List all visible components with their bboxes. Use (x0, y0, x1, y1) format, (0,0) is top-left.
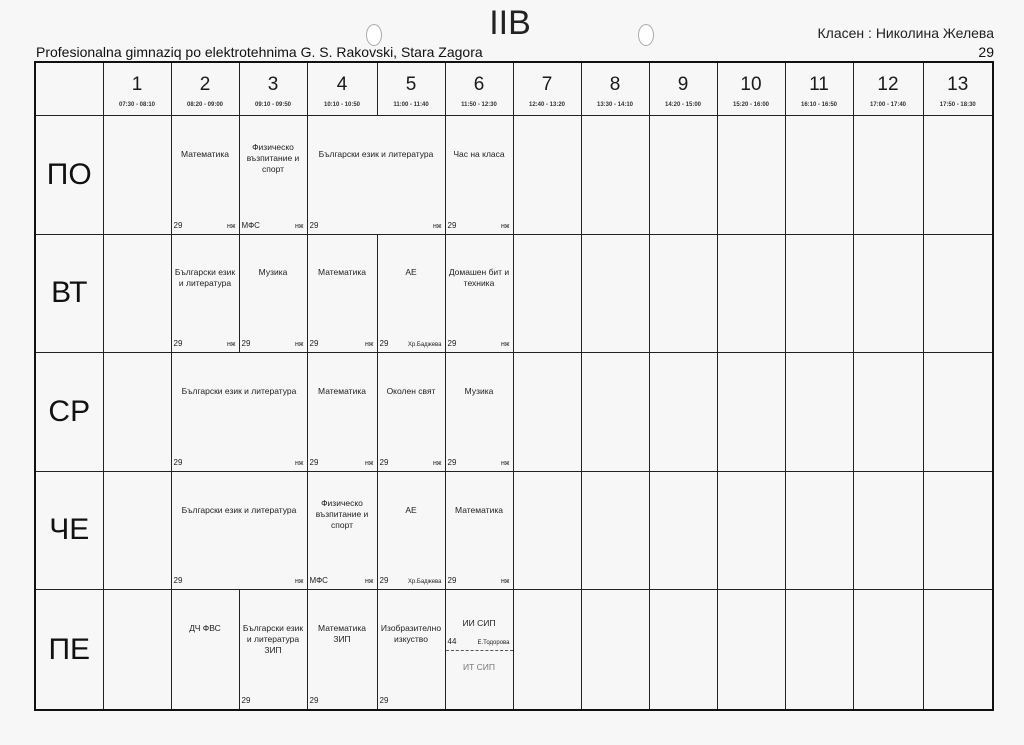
empty-slot (785, 471, 853, 590)
lesson-subject: Български език и литература (318, 148, 434, 159)
period-header (785, 62, 853, 116)
day-row (35, 590, 993, 710)
empty-slot (923, 353, 993, 472)
lesson-cell (445, 471, 513, 590)
empty-slot (513, 353, 581, 472)
class-teacher: Класен : Николина Желева (817, 25, 994, 41)
period-number: 6 (473, 74, 485, 95)
period-time: 12:40 - 13:20 (528, 102, 566, 108)
period-time: 17:50 - 18:30 (939, 102, 976, 108)
lesson-cell (377, 353, 445, 472)
empty-slot (103, 590, 171, 710)
period-header (103, 62, 171, 116)
empty-slot (923, 590, 993, 710)
lesson-room: 29 (447, 339, 457, 349)
period-number: 12 (877, 74, 899, 95)
lesson-group-a (446, 590, 513, 650)
period-number: 3 (267, 74, 279, 95)
lesson-tag: нж (500, 341, 510, 349)
period-header (717, 62, 785, 116)
lesson-cell (171, 116, 239, 235)
empty-slot (923, 471, 993, 590)
empty-slot (103, 353, 171, 472)
empty-slot (581, 471, 649, 590)
period-time: 14:20 - 15:00 (664, 102, 702, 108)
period-number: 2 (199, 74, 211, 95)
lesson-tag: нж (294, 222, 304, 230)
lesson-tag: нж (500, 578, 510, 586)
period-time: 16:10 - 16:50 (800, 102, 838, 108)
empty-slot (649, 353, 717, 472)
empty-slot (513, 471, 581, 590)
period-header (239, 62, 307, 116)
lesson-cell (171, 234, 239, 353)
empty-slot (717, 471, 785, 590)
lesson-room: 29 (173, 339, 183, 349)
lesson-room: 29 (379, 339, 389, 349)
empty-slot (513, 590, 581, 710)
lesson-tag: нж (294, 341, 304, 349)
schedule-table (34, 61, 994, 711)
lesson-subject: ДЧ ФВС (189, 623, 221, 634)
lesson-cell (445, 590, 513, 710)
period-number: 7 (541, 74, 553, 95)
empty-slot (853, 234, 923, 353)
day-label: ВТ (35, 234, 103, 353)
lesson-subject: Математика ЗИП (318, 623, 366, 645)
period-number: 11 (809, 74, 829, 95)
lesson-cell (377, 590, 445, 710)
period-header (445, 62, 513, 116)
lesson-cell (307, 234, 377, 353)
lesson-room: 29 (379, 457, 389, 467)
lesson-subject: Български език и литература (181, 504, 297, 515)
lesson-cell (307, 353, 377, 472)
punch-hole (366, 24, 382, 46)
lesson-room: 29 (309, 339, 319, 349)
lesson-cell (445, 116, 513, 235)
lesson-tag: нж (364, 459, 374, 467)
lesson-cell (307, 590, 377, 710)
lesson-teacher: Хр.Баджева (407, 579, 442, 586)
empty-slot (581, 234, 649, 353)
lesson-subject: Музика (258, 267, 288, 278)
lesson-subject: АЕ (405, 267, 417, 278)
empty-slot (103, 234, 171, 353)
lesson-subject: Български език и литература (181, 386, 297, 396)
empty-slot (581, 353, 649, 472)
period-number: 8 (609, 74, 621, 95)
period-time: 09:10 - 09:50 (254, 102, 292, 108)
lesson-subject: Математика (318, 386, 366, 396)
lesson-room: 29 (173, 220, 183, 230)
lesson-room: МФС (309, 576, 328, 586)
lesson-room: 29 (447, 457, 457, 467)
empty-slot (923, 116, 993, 235)
empty-slot (649, 234, 717, 353)
empty-slot (103, 471, 171, 590)
period-number: 13 (947, 74, 969, 95)
empty-slot (717, 234, 785, 353)
lesson-room: 29 (173, 576, 183, 586)
lesson-room: 29 (241, 696, 251, 705)
period-header (171, 62, 239, 116)
empty-slot (853, 471, 923, 590)
empty-slot (581, 116, 649, 235)
lesson-tag: нж (294, 459, 304, 467)
period-header (377, 62, 445, 116)
lesson-cell (377, 234, 445, 353)
empty-slot (717, 590, 785, 710)
lesson-cell (307, 471, 377, 590)
day-label: СР (35, 353, 103, 472)
lesson-subject: АЕ (405, 504, 417, 515)
empty-slot (785, 353, 853, 472)
period-time: 10:10 - 10:50 (323, 102, 361, 108)
day-label: ПЕ (35, 590, 103, 710)
period-number: 1 (131, 74, 143, 95)
period-time: 11:00 - 11:40 (393, 102, 429, 108)
period-time: 08:20 - 09:00 (186, 102, 224, 108)
period-number: 4 (336, 74, 348, 95)
empty-slot (923, 234, 993, 353)
period-time: 13:30 - 14:10 (596, 102, 634, 108)
lesson-subject: ИТ СИП (462, 661, 496, 672)
lesson-room: МФС (241, 220, 260, 230)
period-number: 9 (677, 74, 689, 95)
lesson-cell (171, 471, 307, 590)
lesson-cell (445, 234, 513, 353)
lesson-subject: Музика (464, 386, 494, 396)
day-row (35, 234, 993, 353)
corner-cell (35, 62, 103, 116)
period-header (853, 62, 923, 116)
lesson-cell (239, 116, 307, 235)
lesson-subject: Математика (318, 267, 366, 278)
lesson-tag: нж (226, 222, 236, 230)
lesson-tag: нж (294, 578, 304, 586)
empty-slot (717, 353, 785, 472)
lesson-tag: нж (364, 578, 374, 586)
lesson-cell (239, 234, 307, 353)
empty-slot (853, 116, 923, 235)
lesson-room: 29 (447, 576, 457, 586)
lesson-tag: нж (432, 459, 442, 467)
lesson-cell (445, 353, 513, 472)
school-name: Profesionalna gimnaziq po elektrotehnima G. S. Rakovski, Stara Zagora (36, 44, 483, 60)
lesson-tag: нж (364, 341, 374, 349)
period-header (923, 62, 993, 116)
lesson-room: 29 (241, 339, 251, 349)
lesson-teacher: Хр.Баджева (407, 342, 442, 349)
period-header (513, 62, 581, 116)
day-row (35, 116, 993, 235)
lesson-tag: нж (432, 222, 442, 230)
day-row (35, 471, 993, 590)
lesson-cell (171, 353, 307, 472)
empty-slot (785, 234, 853, 353)
empty-slot (785, 116, 853, 235)
empty-slot (649, 471, 717, 590)
lesson-room: 29 (309, 457, 319, 467)
lesson-cell (307, 116, 445, 235)
empty-slot (513, 116, 581, 235)
period-header (649, 62, 717, 116)
period-header-row (35, 62, 993, 116)
lesson-teacher: Е.Тодорова (477, 639, 510, 646)
lesson-cell (239, 590, 307, 710)
lesson-subject: Час на класа (453, 148, 505, 159)
lesson-subject: Физическо възпитание и спорт (246, 141, 300, 174)
lesson-subject: Български език и литература (174, 267, 236, 289)
lesson-subject: Математика (181, 148, 229, 159)
lesson-subject: Домашен бит и техника (448, 267, 510, 289)
lesson-tag: нж (500, 459, 510, 467)
day-label: ЧЕ (35, 471, 103, 590)
empty-slot (717, 116, 785, 235)
day-row (35, 353, 993, 472)
period-header (581, 62, 649, 116)
lesson-subject: Околен свят (386, 386, 436, 396)
lesson-subject: ИИ СИП (462, 618, 496, 629)
empty-slot (513, 234, 581, 353)
lesson-tag: нж (500, 222, 510, 230)
lesson-room: 29 (447, 220, 457, 230)
home-room: 29 (978, 44, 994, 60)
lesson-room: 44 (447, 636, 457, 646)
period-time: 15:20 - 16:00 (732, 102, 770, 108)
lesson-group-b (446, 650, 513, 709)
period-time: 07:30 - 08:10 (118, 102, 156, 108)
empty-slot (581, 590, 649, 710)
lesson-room: 29 (379, 696, 389, 705)
punch-hole (638, 24, 654, 46)
lesson-room: 29 (309, 220, 319, 230)
lesson-room: 29 (173, 457, 183, 467)
empty-slot (785, 590, 853, 710)
lesson-subject: Физическо възпитание и спорт (315, 497, 369, 530)
empty-slot (853, 353, 923, 472)
period-number: 5 (405, 74, 417, 95)
lesson-tag: нж (226, 341, 236, 349)
empty-slot (103, 116, 171, 235)
lesson-room: 29 (379, 576, 389, 586)
lesson-subject: Изобразително изкуство (380, 623, 442, 645)
lesson-subject: Български език и литература ЗИП (242, 623, 304, 656)
lesson-subject: Математика (455, 504, 503, 515)
lesson-room: 29 (309, 696, 319, 705)
empty-slot (853, 590, 923, 710)
empty-slot (649, 116, 717, 235)
lesson-cell (377, 471, 445, 590)
period-time: 11:50 - 12:30 (461, 102, 497, 108)
period-header (307, 62, 377, 116)
day-label: ПО (35, 116, 103, 235)
class-title: IIB (489, 4, 531, 42)
empty-slot (649, 590, 717, 710)
lesson-cell (171, 590, 239, 710)
period-time: 17:00 - 17:40 (869, 102, 907, 108)
period-number: 10 (740, 74, 762, 95)
